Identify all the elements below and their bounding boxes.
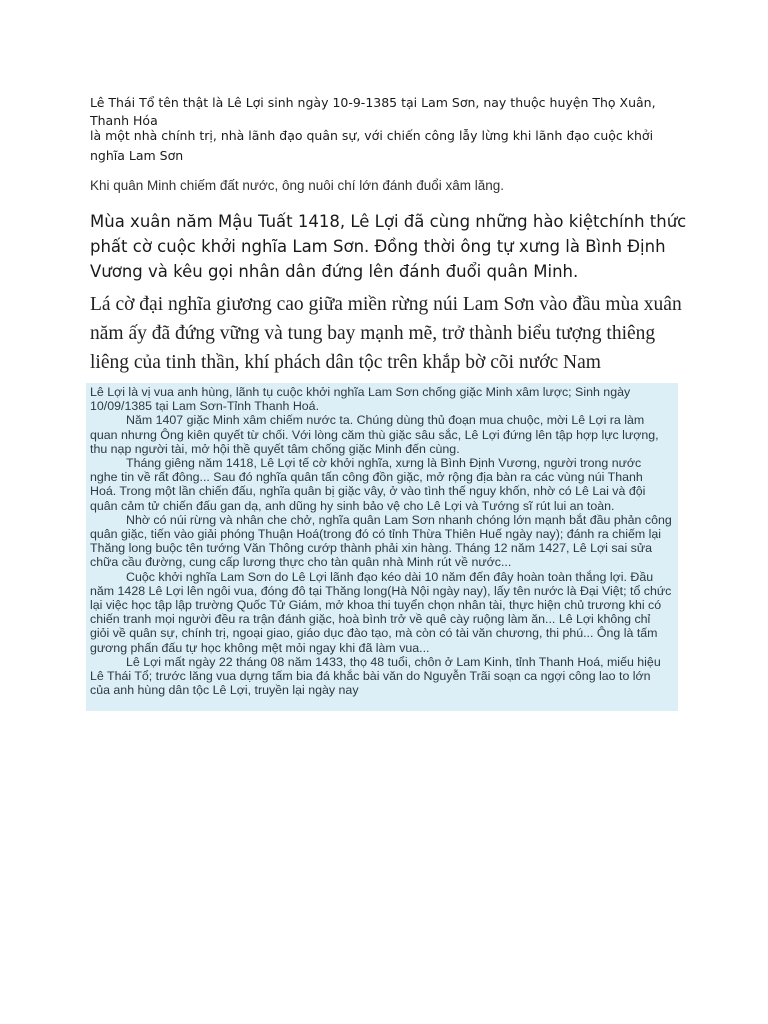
box-paragraph-3: Tháng giêng năm 1418, Lê Lợi tế cờ khởi nghĩa, xưng là Bình Định Vương, người trong nước nghe tin về rất đông... Sau đó nghĩa quân tấn công đồn giặc, mở rộng địa bàn ra các vùng núi Thanh Hoá. Trong một lần chiến đấu, nghĩa quân bị giặc vây, ở vào tình thế nguy khốn, nhờ có Lê Lai và đội quân cảm tử chiến đấu gan dạ, anh dũng hy sinh bảo vệ cho Lê Lợi và Tướng sĩ rút lui an toàn. [90,456,646,513]
paragraph-intro: Lê Thái Tổ tên thật là Lê Lợi sinh ngày 10-9-1385 tại Lam Sơn, nay thuộc huyện Thọ Xuân, Thanh Hóa [90,95,656,128]
box-paragraph-1: Lê Lợi là vị vua anh hùng, lãnh tụ cuộc khởi nghĩa Lam Sơn chống giặc Minh xâm lược; Sinh ngày 10/09/1385 tại Lam Sơn-Tỉnh Thanh Hoá. [90,385,631,414]
paragraph-role: là một nhà chính trị, nhà lãnh đạo quân sự, với chiến công lẫy lừng khi lãnh đạo cuộc khởi nghĩa Lam Sơn [90,128,654,163]
box-paragraph-4: Nhờ có núi rừng và nhân che chở, nghĩa quân Lam Sơn nhanh chóng lớn mạnh bắt đầu phản công quân giặc, tiến vào giải phóng Thuận Hoá(trong đó có tỉnh Thừa Thiên Huế ngày nay); đánh ra chiếm lại Thăng long buộc tên tướng Văn Thông cướp thành phải xin hàng. Tháng 12 năm 1427, Lê Lợi sai sửa chữa cầu đường, cung cấp lương thực cho tàn quân nhà Minh rút về nước... [90,512,672,570]
paragraph-uprising: Mùa xuân năm Mậu Tuất 1418, Lê Lợi đã cùng những hào kiệtchính thức phất cờ cuộc khởi nghĩa Lam Sơn. Đồng thời ông tự xưng là Bình Định Vương và kêu gọi nhân dân đứng lên đánh đuổi quân Minh. [90,212,687,281]
paragraph-ambition: Khi quân Minh chiếm đất nước, ông nuôi chí lớn đánh đuổi xâm lăng. [90,178,504,193]
box-paragraph-6: Lê Lợi mất ngày 22 tháng 08 năm 1433, thọ 48 tuổi, chôn ở Lam Kinh, tỉnh Thanh Hoá, miếu hiệu Lê Thái Tổ; trước lăng vua dựng tấm bia đá khắc bài văn do Nguyễn Trãi soạn ca ngợi công lao to lớn của anh hùng dân tộc Lê Lợi, truyền lại ngày nay [90,654,661,698]
paragraph-flag: Lá cờ đại nghĩa giương cao giữa miền rừng núi Lam Sơn vào đầu mùa xuân năm ấy đã đứng vững và tung bay mạnh mẽ, trở thành biểu tượng thiêng liêng của tinh thần, khí phách dân tộc trên khắp bờ cõi nước Nam [90,294,682,373]
box-paragraph-5: Cuộc khởi nghĩa Lam Sơn do Lê Lợi lãnh đạo kéo dài 10 năm đến đây hoàn toàn thắng lợi. Đầu năm 1428 Lê Lợi lên ngôi vua, đóng đô tại Thăng long(Hà Nội ngày nay), lấy tên nước là Đại Việt; tổ chức lại việc học tập lập trường Quốc Tử Giám, mở khoa thi tuyển chọn nhân tài, thực hiện chủ trương khi có chiến tranh mọi người đều ra trận đánh giặc, hoà bình trở về quê cày ruộng làm ăn... Lê Lợi không chỉ giỏi về quân sự, chính trị, ngoại giao, giáo dục đào tạo, mà còn có tài văn chương, thi phú... Ông là tấm gương phấn đấu tự học không mệt mỏi ngay khi đã làm vua... [90,569,672,655]
box-paragraph-2: Năm 1407 giặc Minh xâm chiếm nước ta. Chúng dùng thủ đoạn mua chuộc, mời Lê Lợi ra làm quan nhưng Ông kiên quyết từ chối. Với lòng căm thù giặc sâu sắc, Lê Lợi đứng lên tập hợp lực lượng, thu nạp người tài, mở hội thề quyết tâm chống giặc Minh đến cùng. [90,413,659,456]
highlighted-text-box [86,383,678,711]
